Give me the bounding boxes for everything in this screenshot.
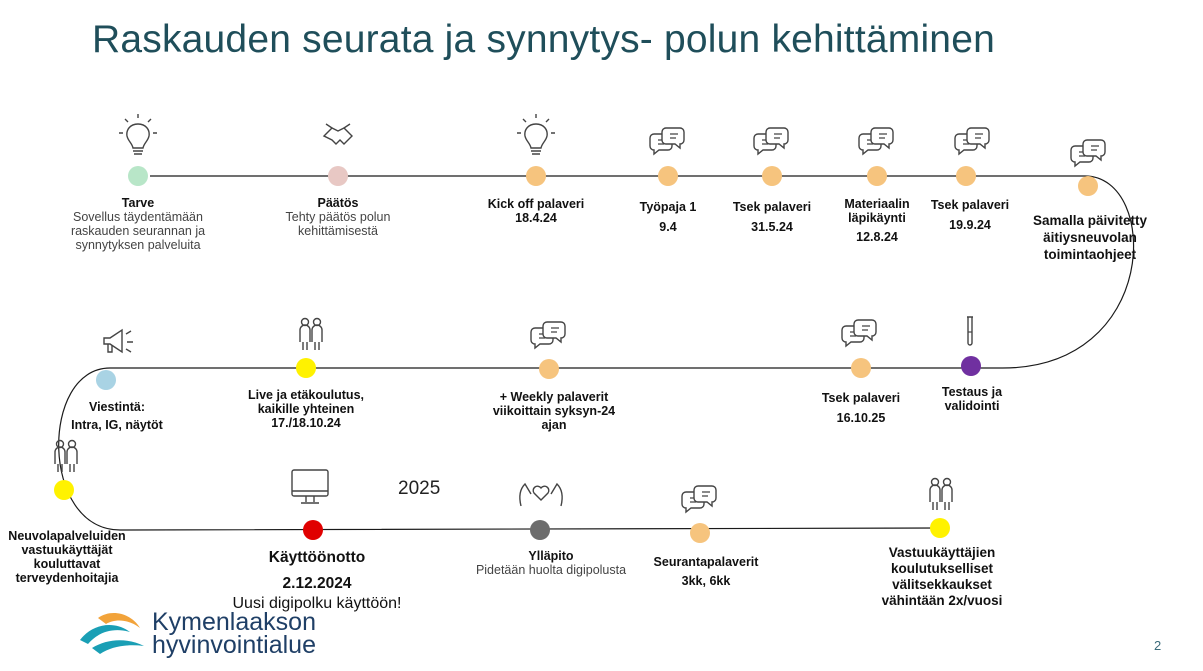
dot-vastuu	[930, 518, 950, 538]
chat-icon	[859, 128, 893, 154]
milestone-viestinta	[62, 398, 172, 434]
chat-icon	[682, 486, 716, 512]
milestone-tsek1	[722, 197, 822, 237]
people-icon	[930, 479, 952, 511]
milestone-title: Tsek palaveri	[930, 198, 1010, 212]
lightbulb-icon	[119, 114, 157, 154]
chat-icon	[531, 322, 565, 348]
dot-seuranta	[690, 523, 710, 543]
handshake-icon	[324, 124, 352, 144]
milestone-seuranta	[636, 553, 776, 591]
logo-line2: hyvinvointialue	[152, 631, 316, 659]
dot-materiaali	[867, 166, 887, 186]
milestone-tsek2	[920, 195, 1020, 235]
milestone-title: Seurantapalaverit	[653, 555, 759, 569]
milestone-desc: Pidetään huolta digipolusta	[475, 563, 627, 577]
people-icon	[300, 319, 322, 351]
chat-icon	[650, 128, 684, 154]
dot-testaus	[961, 356, 981, 376]
milestone-title: Testaus ja validointi	[941, 385, 1003, 413]
dot-kickoff	[526, 166, 546, 186]
page-title: Raskauden seurata ja synnytys- polun kehittäminen	[92, 18, 995, 61]
milestone-samalla	[1030, 212, 1150, 263]
milestone-title: Materiaalin läpikäynti	[844, 197, 910, 225]
dot-tsek2	[956, 166, 976, 186]
milestone-title: Työpaja 1	[639, 200, 697, 214]
dot-weekly	[539, 359, 559, 379]
milestone-title: Neuvolapalveluiden vastuukäyttäjät kouluttavat terveydenhoitajia	[8, 529, 126, 585]
milestone-title: Tsek palaveri	[732, 200, 812, 214]
milestone-date: 9.4	[659, 220, 677, 234]
test-tube-icon	[967, 317, 973, 345]
milestone-kickoff	[476, 197, 596, 225]
milestone-title: Samalla päivitetty äitiysneuvolan toimintaohjeet	[1032, 213, 1148, 262]
logo-mark	[80, 613, 144, 654]
milestone-tyopaja	[620, 197, 716, 237]
milestone-date: 17./18.10.24	[271, 416, 341, 430]
organization-logo-text	[152, 608, 316, 659]
chat-icon	[754, 128, 788, 154]
year-label: 2025	[398, 478, 441, 499]
milestone-title: Kick off palaveri	[487, 197, 585, 211]
milestone-title: Tarve	[121, 196, 155, 210]
milestone-desc: Tehty päätös polun kehittämisestä	[285, 210, 391, 238]
dot-samalla	[1078, 176, 1098, 196]
logo-line1: Kymenlaakson	[152, 608, 316, 636]
dot-tsek1	[762, 166, 782, 186]
milestone-title: Ylläpito	[528, 549, 574, 563]
milestone-date: 3kk, 6kk	[681, 574, 731, 588]
lightbulb-icon	[517, 114, 555, 154]
chat-icon	[955, 128, 989, 154]
milestone-yllapito	[466, 549, 636, 577]
milestone-tsek3	[810, 388, 912, 428]
dot-tarve	[128, 166, 148, 186]
dot-viestinta	[96, 370, 116, 390]
milestone-title: Vastuukäyttäjien koulutukselliset välitsekkaukset vähintään 2x/vuosi	[881, 545, 1003, 608]
milestone-title: Live ja etäkoulutus, kaikille yhteinen	[247, 388, 364, 416]
milestone-neuvola	[2, 529, 132, 585]
milestone-paatos	[272, 196, 404, 238]
milestone-kayttoonotto	[212, 548, 422, 614]
milestone-date: 18.4.24	[515, 211, 557, 225]
milestone-materiaali	[832, 197, 922, 244]
milestone-title: Päätös	[317, 196, 359, 210]
milestone-title: Viestintä:	[88, 400, 146, 414]
chat-icon	[1071, 140, 1105, 166]
milestone-desc: Sovellus täydentämään raskauden seurannan ja synnytyksen palveluita	[70, 210, 206, 252]
milestone-live	[240, 388, 372, 430]
milestone-desc: Uusi digipolku käyttöön!	[232, 595, 402, 612]
milestone-desc: Intra, IG, näytöt	[71, 418, 163, 432]
computer-monitor-icon	[292, 470, 328, 503]
milestone-title: Käyttöönotto	[268, 549, 366, 566]
milestone-title: + Weekly palaverit viikoittain syksyn-24 ajan	[492, 390, 616, 432]
milestone-date: 2.12.2024	[282, 575, 352, 592]
dot-yllapito	[530, 520, 550, 540]
milestone-date: 31.5.24	[751, 220, 793, 234]
heart-hands-icon	[520, 484, 562, 506]
milestone-date: 19.9.24	[949, 218, 991, 232]
milestone-tarve	[68, 196, 208, 252]
dot-neuvola	[54, 480, 74, 500]
milestone-title: Tsek palaveri	[821, 391, 901, 405]
milestone-testaus	[928, 385, 1016, 413]
dot-tyopaja	[658, 166, 678, 186]
dot-kayttoonotto	[303, 520, 323, 540]
page-number: 2	[1154, 638, 1162, 653]
chat-icon	[842, 320, 876, 346]
milestone-weekly	[484, 390, 624, 432]
dot-live	[296, 358, 316, 378]
milestone-vastuu	[862, 545, 1022, 609]
dot-tsek3	[851, 358, 871, 378]
megaphone-icon	[104, 330, 133, 352]
dot-paatos	[328, 166, 348, 186]
milestone-date: 16.10.25	[836, 411, 886, 425]
milestone-date: 12.8.24	[856, 230, 898, 244]
